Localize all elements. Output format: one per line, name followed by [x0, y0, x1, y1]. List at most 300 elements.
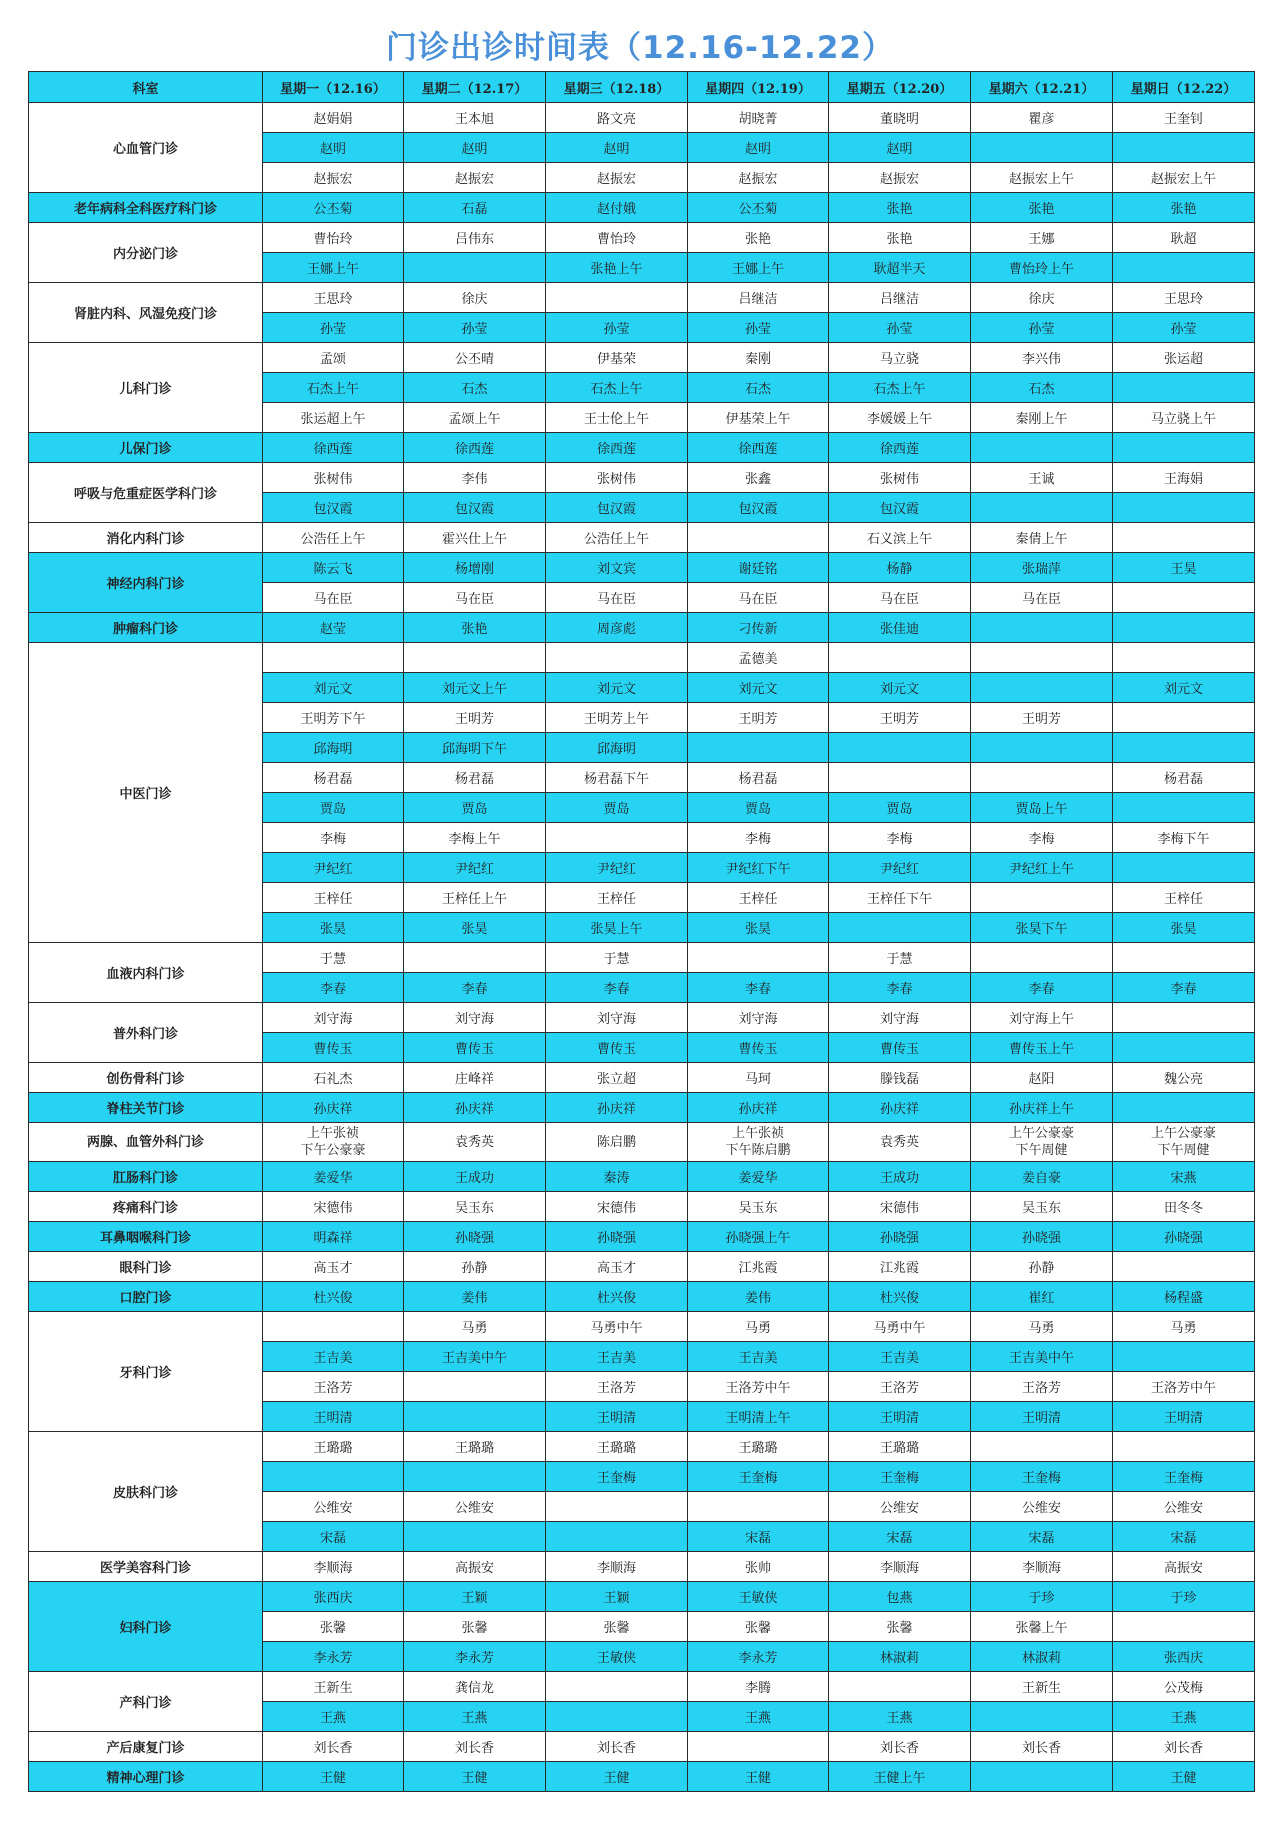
schedule-cell: 刘长香 — [1113, 1732, 1255, 1762]
schedule-cell: 王梓任 — [688, 883, 829, 913]
schedule-cell: 包燕 — [829, 1582, 971, 1612]
schedule-cell: 公浩任上午 — [263, 523, 404, 553]
table-row — [29, 103, 1255, 133]
schedule-cell: 孙晓强 — [971, 1222, 1113, 1252]
schedule-cell: 王新生 — [263, 1672, 404, 1702]
schedule-cell: 宋德伟 — [829, 1192, 971, 1222]
schedule-cell: 宋德伟 — [263, 1192, 404, 1222]
schedule-cell: 赵振宏上午 — [971, 163, 1113, 193]
schedule-cell: 邱海明下午 — [404, 733, 546, 763]
schedule-cell: 马勇 — [971, 1312, 1113, 1342]
schedule-cell: 李春 — [263, 973, 404, 1003]
schedule-cell: 张树伟 — [263, 463, 404, 493]
schedule-cell — [1113, 1612, 1255, 1642]
schedule-cell: 张西庆 — [263, 1582, 404, 1612]
schedule-cell: 袁秀英 — [829, 1123, 971, 1162]
schedule-cell: 贾岛 — [829, 793, 971, 823]
schedule-cell: 孟颂上午 — [404, 403, 546, 433]
schedule-cell: 刘元文 — [688, 673, 829, 703]
schedule-cell — [1113, 1432, 1255, 1462]
schedule-cell: 贾岛上午 — [971, 793, 1113, 823]
schedule-cell: 公维安 — [1113, 1492, 1255, 1522]
schedule-cell — [971, 433, 1113, 463]
schedule-body — [29, 103, 1255, 1792]
schedule-cell: 张运超 — [1113, 343, 1255, 373]
schedule-cell — [546, 1522, 688, 1552]
schedule-cell: 王璐璐 — [546, 1432, 688, 1462]
schedule-cell — [971, 763, 1113, 793]
cell-line: 下午周健 — [1157, 1143, 1210, 1158]
schedule-cell: 王明芳上午 — [546, 703, 688, 733]
schedule-cell — [1113, 943, 1255, 973]
department-name: 耳鼻咽喉科门诊 — [29, 1222, 263, 1252]
schedule-cell: 王明芳 — [404, 703, 546, 733]
schedule-cell: 王燕 — [829, 1702, 971, 1732]
schedule-cell: 刘长香 — [263, 1732, 404, 1762]
header-day-4: 星期四（12.19） — [688, 72, 829, 103]
schedule-cell: 张馨上午 — [971, 1612, 1113, 1642]
header-day-1: 星期一（12.16） — [263, 72, 404, 103]
schedule-cell: 王洛芳 — [546, 1372, 688, 1402]
schedule-cell: 杜兴俊 — [263, 1282, 404, 1312]
schedule-cell: 姜爱华 — [688, 1162, 829, 1192]
schedule-cell: 孙静 — [404, 1252, 546, 1282]
schedule-cell: 马在臣 — [404, 583, 546, 613]
schedule-cell: 王明芳 — [971, 703, 1113, 733]
schedule-cell: 赵明 — [546, 133, 688, 163]
table-row — [29, 1432, 1255, 1462]
schedule-cell: 包汉霞 — [404, 493, 546, 523]
schedule-cell: 王健 — [404, 1762, 546, 1792]
schedule-cell: 王梓任上午 — [404, 883, 546, 913]
schedule-cell — [1113, 793, 1255, 823]
schedule-cell: 马珂 — [688, 1063, 829, 1093]
schedule-cell: 王娜上午 — [688, 253, 829, 283]
schedule-cell: 赵明 — [263, 133, 404, 163]
schedule-cell: 孙莹 — [404, 313, 546, 343]
schedule-cell: 崔红 — [971, 1282, 1113, 1312]
schedule-cell: 马勇中午 — [546, 1312, 688, 1342]
schedule-cell: 王新生 — [971, 1672, 1113, 1702]
schedule-cell: 马勇中午 — [829, 1312, 971, 1342]
schedule-cell — [404, 1462, 546, 1492]
schedule-cell: 宋燕 — [1113, 1162, 1255, 1192]
schedule-cell — [1113, 133, 1255, 163]
table-row — [29, 1003, 1255, 1033]
schedule-cell: 刘长香 — [404, 1732, 546, 1762]
schedule-cell — [688, 523, 829, 553]
table-row — [29, 1162, 1255, 1192]
schedule-cell: 周彦彪 — [546, 613, 688, 643]
schedule-cell: 邱海明 — [546, 733, 688, 763]
schedule-cell: 王明芳 — [829, 703, 971, 733]
schedule-cell: 李春 — [1113, 973, 1255, 1003]
schedule-cell: 张西庆 — [1113, 1642, 1255, 1672]
schedule-cell: 姜爱华 — [263, 1162, 404, 1192]
schedule-cell: 耿超 — [1113, 223, 1255, 253]
schedule-cell: 王明清 — [971, 1402, 1113, 1432]
schedule-cell — [1113, 613, 1255, 643]
schedule-cell: 石杰上午 — [829, 373, 971, 403]
schedule-cell: 宋磊 — [829, 1522, 971, 1552]
table-row — [29, 1063, 1255, 1093]
department-name: 血液内科门诊 — [29, 943, 263, 1003]
schedule-cell: 秦刚 — [688, 343, 829, 373]
page-title: 门诊出诊时间表（12.16-12.22） — [386, 30, 894, 66]
schedule-cell: 张昊上午 — [546, 913, 688, 943]
table-row — [29, 1762, 1255, 1792]
schedule-cell: 李梅下午 — [1113, 823, 1255, 853]
schedule-cell: 尹纪红下午 — [688, 853, 829, 883]
department-name: 神经内科门诊 — [29, 553, 263, 613]
schedule-cell: 张树伟 — [829, 463, 971, 493]
schedule-cell — [971, 133, 1113, 163]
schedule-cell: 杨君磊 — [263, 763, 404, 793]
schedule-cell — [829, 643, 971, 673]
schedule-cell: 杨君磊下午 — [546, 763, 688, 793]
schedule-cell — [971, 1432, 1113, 1462]
schedule-cell: 张艳 — [971, 193, 1113, 223]
schedule-cell — [1113, 703, 1255, 733]
schedule-cell — [546, 643, 688, 673]
schedule-cell — [688, 1732, 829, 1762]
department-name: 牙科门诊 — [29, 1312, 263, 1432]
schedule-cell: 于慧 — [546, 943, 688, 973]
schedule-cell: 刘长香 — [971, 1732, 1113, 1762]
schedule-cell: 王燕 — [1113, 1702, 1255, 1732]
schedule-cell: 吴玉东 — [404, 1192, 546, 1222]
department-name: 妇科门诊 — [29, 1582, 263, 1672]
schedule-cell: 刘守海 — [546, 1003, 688, 1033]
schedule-cell: 李春 — [971, 973, 1113, 1003]
schedule-cell: 于慧 — [829, 943, 971, 973]
schedule-cell: 吕继洁 — [829, 283, 971, 313]
schedule-cell: 张馨 — [688, 1612, 829, 1642]
schedule-cell: 王健 — [688, 1762, 829, 1792]
schedule-cell: 徐西莲 — [404, 433, 546, 463]
schedule-cell: 刘元文 — [546, 673, 688, 703]
schedule-cell: 李伟 — [404, 463, 546, 493]
schedule-cell: 杨程盛 — [1113, 1282, 1255, 1312]
schedule-cell: 赵付娥 — [546, 193, 688, 223]
schedule-cell: 孙莹 — [971, 313, 1113, 343]
schedule-cell — [688, 1123, 829, 1162]
schedule-cell: 贾岛 — [546, 793, 688, 823]
schedule-cell: 王燕 — [404, 1702, 546, 1732]
schedule-cell: 孙庆祥 — [829, 1093, 971, 1123]
schedule-cell: 石杰 — [404, 373, 546, 403]
schedule-cell: 李永芳 — [404, 1642, 546, 1672]
schedule-cell: 王吉美 — [546, 1342, 688, 1372]
schedule-cell: 王奎钊 — [1113, 103, 1255, 133]
schedule-cell: 刘守海 — [263, 1003, 404, 1033]
schedule-cell: 路文亮 — [546, 103, 688, 133]
schedule-cell: 公浩任上午 — [546, 523, 688, 553]
schedule-cell: 石杰 — [688, 373, 829, 403]
schedule-cell: 赵振宏 — [404, 163, 546, 193]
schedule-cell — [971, 643, 1113, 673]
schedule-cell: 徐西莲 — [546, 433, 688, 463]
schedule-cell: 刘长香 — [829, 1732, 971, 1762]
schedule-cell: 孙庆祥 — [263, 1093, 404, 1123]
schedule-cell: 孙莹 — [263, 313, 404, 343]
department-name: 疼痛科门诊 — [29, 1192, 263, 1222]
header-day-7: 星期日（12.22） — [1113, 72, 1255, 103]
schedule-cell: 瞿彦 — [971, 103, 1113, 133]
schedule-cell — [1113, 1123, 1255, 1162]
department-name: 创伤骨科门诊 — [29, 1063, 263, 1093]
schedule-cell: 马在臣 — [971, 583, 1113, 613]
schedule-cell: 胡晓菁 — [688, 103, 829, 133]
schedule-cell — [829, 1672, 971, 1702]
schedule-cell: 贾岛 — [404, 793, 546, 823]
schedule-cell: 王梓任 — [546, 883, 688, 913]
schedule-cell: 张帅 — [688, 1552, 829, 1582]
department-name: 产科门诊 — [29, 1672, 263, 1732]
schedule-cell: 姜自豪 — [971, 1162, 1113, 1192]
schedule-cell: 孟德美 — [688, 643, 829, 673]
schedule-cell: 高振安 — [404, 1552, 546, 1582]
schedule-cell: 杨君磊 — [404, 763, 546, 793]
cell-line: 上午张祯 — [731, 1126, 784, 1141]
schedule-cell — [1113, 523, 1255, 553]
schedule-cell: 伊基荣上午 — [688, 403, 829, 433]
table-row — [29, 283, 1255, 313]
schedule-cell: 王思玲 — [263, 283, 404, 313]
schedule-cell: 石杰上午 — [546, 373, 688, 403]
schedule-cell: 王明清上午 — [688, 1402, 829, 1432]
schedule-cell — [546, 283, 688, 313]
table-row — [29, 463, 1255, 493]
schedule-cell: 宋德伟 — [546, 1192, 688, 1222]
schedule-cell: 李顺海 — [971, 1552, 1113, 1582]
schedule-cell: 尹纪红上午 — [971, 853, 1113, 883]
schedule-cell: 张昊 — [1113, 913, 1255, 943]
schedule-cell — [971, 1762, 1113, 1792]
schedule-cell: 张鑫 — [688, 463, 829, 493]
schedule-cell: 秦刚上午 — [971, 403, 1113, 433]
schedule-cell: 王娜 — [971, 223, 1113, 253]
schedule-cell: 赵振宏 — [546, 163, 688, 193]
schedule-cell — [829, 763, 971, 793]
schedule-cell: 王吉美 — [688, 1342, 829, 1372]
department-name: 医学美容科门诊 — [29, 1552, 263, 1582]
schedule-cell: 于慧 — [263, 943, 404, 973]
table-row — [29, 1312, 1255, 1342]
schedule-cell: 王敏侠 — [688, 1582, 829, 1612]
schedule-cell: 李梅 — [688, 823, 829, 853]
schedule-cell: 王成功 — [404, 1162, 546, 1192]
schedule-cell — [1113, 433, 1255, 463]
schedule-cell: 赵振宏 — [829, 163, 971, 193]
schedule-cell: 滕钱磊 — [829, 1063, 971, 1093]
schedule-cell: 杨静 — [829, 553, 971, 583]
department-name: 肾脏内科、风湿免疫门诊 — [29, 283, 263, 343]
table-row — [29, 943, 1255, 973]
schedule-cell: 江兆霞 — [829, 1252, 971, 1282]
schedule-cell: 曹传玉 — [688, 1033, 829, 1063]
schedule-cell: 王明清 — [263, 1402, 404, 1432]
schedule-cell — [546, 823, 688, 853]
schedule-cell: 王诚 — [971, 463, 1113, 493]
schedule-cell: 霍兴仕上午 — [404, 523, 546, 553]
schedule-cell: 赵明 — [829, 133, 971, 163]
schedule-cell: 宋磊 — [263, 1522, 404, 1552]
schedule-cell: 孙莹 — [546, 313, 688, 343]
schedule-cell: 王吉美 — [829, 1342, 971, 1372]
table-row — [29, 613, 1255, 643]
schedule-cell: 孙庆祥上午 — [971, 1093, 1113, 1123]
schedule-cell: 刘守海 — [688, 1003, 829, 1033]
schedule-cell: 马立骁上午 — [1113, 403, 1255, 433]
schedule-cell — [971, 493, 1113, 523]
schedule-cell: 庄峰祥 — [404, 1063, 546, 1093]
schedule-cell: 王燕 — [263, 1702, 404, 1732]
department-name: 心血管门诊 — [29, 103, 263, 193]
schedule-cell: 曹传玉 — [546, 1033, 688, 1063]
department-name: 肿瘤科门诊 — [29, 613, 263, 643]
table-row — [29, 1732, 1255, 1762]
schedule-cell: 耿超半天 — [829, 253, 971, 283]
schedule-cell: 李春 — [688, 973, 829, 1003]
cell-line: 上午张祯 — [306, 1126, 359, 1141]
schedule-cell: 张运超上午 — [263, 403, 404, 433]
schedule-cell — [971, 1702, 1113, 1732]
table-row — [29, 1252, 1255, 1282]
table-row — [29, 523, 1255, 553]
schedule-cell: 王明清 — [829, 1402, 971, 1432]
schedule-cell — [1113, 853, 1255, 883]
schedule-cell — [688, 1492, 829, 1522]
schedule-cell: 魏公亮 — [1113, 1063, 1255, 1093]
schedule-cell: 马勇 — [404, 1312, 546, 1342]
schedule-cell: 王成功 — [829, 1162, 971, 1192]
schedule-cell — [404, 1402, 546, 1432]
schedule-cell — [263, 643, 404, 673]
header-day-3: 星期三（12.18） — [546, 72, 688, 103]
schedule-cell: 刘守海 — [829, 1003, 971, 1033]
schedule-cell: 王吉美中午 — [971, 1342, 1113, 1372]
schedule-cell: 马立骁 — [829, 343, 971, 373]
department-name: 儿科门诊 — [29, 343, 263, 433]
schedule-cell: 王洛芳中午 — [688, 1372, 829, 1402]
schedule-cell: 杨君磊 — [1113, 763, 1255, 793]
schedule-cell: 尹纪红 — [829, 853, 971, 883]
schedule-cell: 吴玉东 — [688, 1192, 829, 1222]
schedule-cell: 张昊 — [688, 913, 829, 943]
schedule-cell: 曹传玉 — [263, 1033, 404, 1063]
schedule-cell: 李顺海 — [263, 1552, 404, 1582]
schedule-cell — [546, 1702, 688, 1732]
schedule-cell: 王思玲 — [1113, 283, 1255, 313]
schedule-cell: 吕继洁 — [688, 283, 829, 313]
schedule-cell: 李梅 — [829, 823, 971, 853]
schedule-cell: 王明芳 — [688, 703, 829, 733]
schedule-cell: 赵明 — [404, 133, 546, 163]
schedule-cell: 公茂梅 — [1113, 1672, 1255, 1702]
department-name: 内分泌门诊 — [29, 223, 263, 283]
schedule-cell: 王本旭 — [404, 103, 546, 133]
schedule-cell: 王洛芳中午 — [1113, 1372, 1255, 1402]
table-row — [29, 1552, 1255, 1582]
schedule-cell: 徐西莲 — [688, 433, 829, 463]
schedule-cell — [404, 1522, 546, 1552]
schedule-cell: 张昊 — [404, 913, 546, 943]
schedule-cell — [263, 1123, 404, 1162]
schedule-cell: 张佳迪 — [829, 613, 971, 643]
cell-line: 上午公豪豪 — [1150, 1126, 1216, 1141]
schedule-cell — [1113, 1003, 1255, 1033]
schedule-cell: 孙静 — [971, 1252, 1113, 1282]
department-name: 产后康复门诊 — [29, 1732, 263, 1762]
schedule-cell: 吕伟东 — [404, 223, 546, 253]
schedule-cell: 王奎梅 — [1113, 1462, 1255, 1492]
schedule-cell: 马在臣 — [263, 583, 404, 613]
schedule-cell: 孙晓强上午 — [688, 1222, 829, 1252]
schedule-cell: 公维安 — [971, 1492, 1113, 1522]
schedule-cell: 张昊下午 — [971, 913, 1113, 943]
department-name: 两腺、血管外科门诊 — [29, 1123, 263, 1162]
schedule-cell: 李梅 — [263, 823, 404, 853]
schedule-cell — [829, 913, 971, 943]
schedule-cell: 张立超 — [546, 1063, 688, 1093]
schedule-table — [28, 71, 1255, 1792]
schedule-cell: 田冬冬 — [1113, 1192, 1255, 1222]
schedule-cell: 徐西莲 — [829, 433, 971, 463]
table-row — [29, 343, 1255, 373]
schedule-cell: 王颖 — [404, 1582, 546, 1612]
schedule-cell — [404, 943, 546, 973]
schedule-cell: 马在臣 — [546, 583, 688, 613]
table-row — [29, 1672, 1255, 1702]
schedule-cell: 李顺海 — [546, 1552, 688, 1582]
schedule-cell: 尹纪红 — [263, 853, 404, 883]
schedule-cell — [546, 1492, 688, 1522]
schedule-cell: 王洛芳 — [971, 1372, 1113, 1402]
schedule-cell: 张馨 — [829, 1612, 971, 1642]
schedule-cell: 宋磊 — [688, 1522, 829, 1552]
schedule-cell: 杜兴俊 — [546, 1282, 688, 1312]
schedule-cell: 伊基荣 — [546, 343, 688, 373]
schedule-cell: 刘文宾 — [546, 553, 688, 583]
table-row — [29, 433, 1255, 463]
schedule-cell: 王海娟 — [1113, 463, 1255, 493]
schedule-cell: 赵振宏 — [263, 163, 404, 193]
schedule-cell — [971, 613, 1113, 643]
schedule-cell: 马勇 — [1113, 1312, 1255, 1342]
department-name: 皮肤科门诊 — [29, 1432, 263, 1552]
schedule-cell: 林淑莉 — [829, 1642, 971, 1672]
schedule-cell — [971, 943, 1113, 973]
cell-line: 下午公豪豪 — [300, 1143, 366, 1158]
table-row — [29, 553, 1255, 583]
schedule-cell: 曹怡玲 — [546, 223, 688, 253]
schedule-cell — [971, 733, 1113, 763]
schedule-cell: 杨增刚 — [404, 553, 546, 583]
schedule-cell: 孙晓强 — [404, 1222, 546, 1252]
schedule-cell: 江兆霞 — [688, 1252, 829, 1282]
schedule-cell — [263, 1462, 404, 1492]
schedule-cell: 李梅 — [971, 823, 1113, 853]
schedule-cell: 徐庆 — [404, 283, 546, 313]
department-name: 呼吸与危重症医学科门诊 — [29, 463, 263, 523]
schedule-cell: 公维安 — [263, 1492, 404, 1522]
schedule-cell: 王梓任下午 — [829, 883, 971, 913]
schedule-cell: 赵振宏 — [688, 163, 829, 193]
schedule-cell: 邱海明 — [263, 733, 404, 763]
schedule-cell: 李媛媛上午 — [829, 403, 971, 433]
schedule-cell: 明森祥 — [263, 1222, 404, 1252]
